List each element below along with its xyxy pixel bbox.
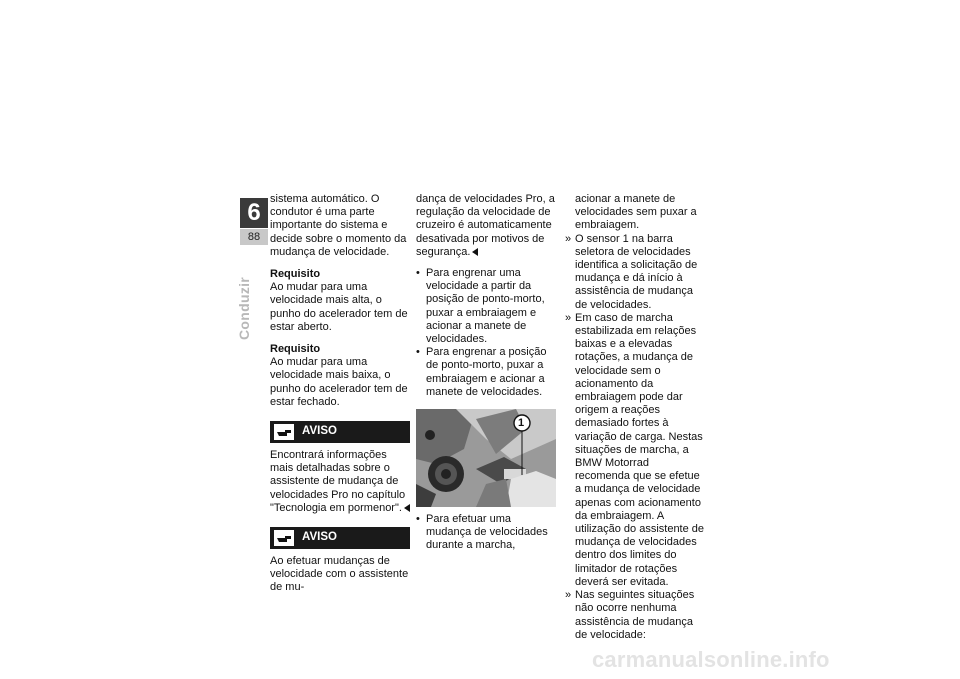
notice-text: Ao efetuar mudanças de velocidade com o assistente de mu- [270, 555, 409, 594]
column-2 [416, 193, 556, 553]
bullet-list [416, 513, 556, 553]
page-number: 88 [240, 229, 268, 245]
notice-text: Encontrará informações mais detalhadas sobre o assistente de mudança de velocidades Pro no capítulo "Tecnologia em pormenor". [270, 449, 410, 515]
list-item: » Nas seguintes situações não ocorre nenhuma assistência de mudança de velocidade: [565, 589, 705, 642]
notice-banner [270, 527, 410, 549]
list-item: • Para engrenar a posição de ponto-morto, puxar a embraiagem e acionar a manete de velocidades. [416, 346, 556, 399]
requirement-text: Ao mudar para uma velocidade mais alta, o punho do acelerador tem de estar aberto. [270, 281, 408, 333]
notice-banner [270, 421, 410, 443]
column-1 [270, 193, 410, 595]
requirement-heading: Requisito [270, 343, 321, 356]
requirement-heading: Requisito [270, 268, 321, 281]
result-list [565, 233, 705, 642]
column-3 [565, 193, 705, 642]
end-mark-icon [404, 504, 410, 512]
paragraph: sistema automático. O condutor é uma parte importante do sistema e decide sobre o momento da mudança de velocidade. [270, 193, 407, 258]
list-item: » O sensor 1 na barra seletora de velocidades identifica a solicitação de mudança e dá início à assistência de mudança de velocidades. [565, 233, 705, 312]
photo-illustration [416, 409, 556, 507]
pointing-hand-icon [274, 530, 294, 546]
pointing-hand-icon [274, 424, 294, 440]
paragraph: dança de velocidades Pro, a regulação da velocidade de cruzeiro é automaticamente desativada por motivos de segurança. [416, 193, 555, 258]
requirement-text: Ao mudar para uma velocidade mais baixa, o punho do acelerador tem de estar fechado. [270, 356, 408, 408]
notice-label: AVISO [302, 425, 337, 438]
end-mark-icon [472, 248, 478, 256]
list-item: » Em caso de marcha estabilizada em relações baixas e a elevadas rotações, a mudança de velocidade sem o acionamento da embraiagem pode dar origem a reações demasiado fortes à variação de carga. Nestas situações de marcha, a BMW Motorrad recomenda que se efetue a mudança de velocidade apenas com acionamento da embraiagem. A utilização do assistente de mudança de velocidades dentro dos limites do limitador de rotações deverá ser evitada. [565, 312, 705, 589]
bullet-list [416, 267, 556, 399]
chapter-number: 6 [240, 198, 268, 228]
chapter-title: Conduzir [236, 276, 252, 340]
list-item: • Para efetuar uma mudança de velocidades durante a marcha, [416, 513, 556, 553]
figure-callout: 1 [518, 417, 525, 430]
gear-shift-sensor-photo [416, 409, 556, 507]
notice-label: AVISO [302, 531, 337, 544]
watermark: carmanualsonline.info [592, 647, 830, 672]
list-item: • Para engrenar uma velocidade a partir da posição de ponto-morto, puxar a embraiagem e acionar a manete de velocidades. [416, 267, 556, 346]
paragraph: acionar a manete de velocidades sem puxar a embraiagem. [575, 193, 697, 232]
